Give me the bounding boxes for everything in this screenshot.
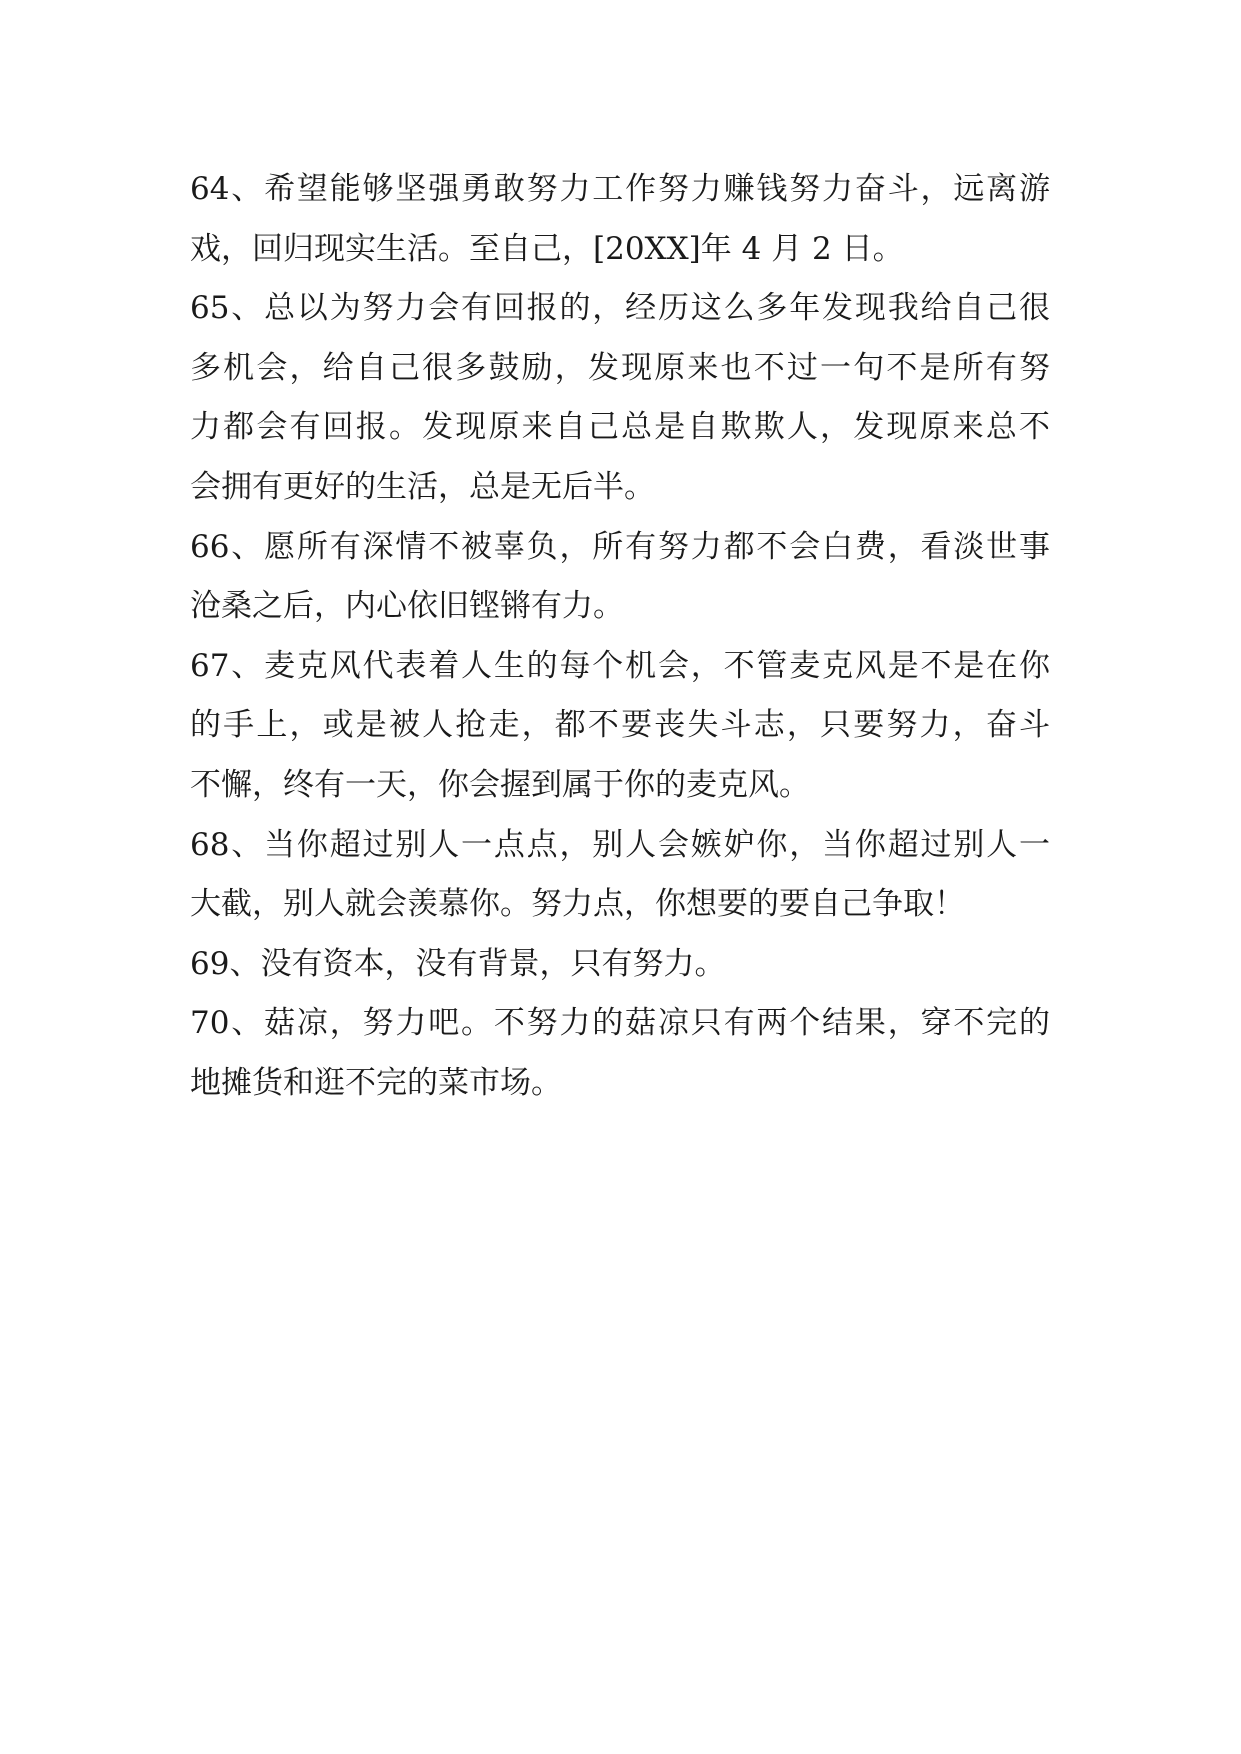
text-line: 戏，回归现实生活。至自己，[20XX]年 4 月 2 日。 — [190, 230, 904, 267]
text-line: 64、希望能够坚强勇敢努力工作努力赚钱努力奋斗，远离游 — [190, 171, 1050, 207]
text-line: 不懈，终有一天，你会握到属于你的麦克风。 — [190, 766, 810, 803]
text-line: 力都会有回报。发现原来自己总是自欺欺人，发现原来总不 — [190, 409, 1050, 446]
text-line: 沧桑之后，内心依旧铿锵有力。 — [190, 588, 624, 625]
text-line: 66、愿所有深情不被辜负，所有努力都不会白费，看淡世事 — [190, 528, 1050, 565]
text-line: 多机会，给自己很多鼓励，发现原来也不过一句不是所有努 — [190, 349, 1050, 386]
text-line: 会拥有更好的生活，总是无后半。 — [190, 468, 655, 505]
text-line: 大截，别人就会羡慕你。努力点，你想要的要自己争取！ — [190, 886, 965, 923]
text-line: 65、总以为努力会有回报的，经历这么多年发现我给自己很 — [190, 290, 1050, 327]
document-body — [190, 160, 1050, 1114]
text-line: 70、菇凉，努力吧。不努力的菇凉只有两个结果，穿不完的 — [190, 1005, 1050, 1042]
text-line: 67、麦克风代表着人生的每个机会，不管麦克风是不是在你 — [190, 647, 1050, 684]
text-line: 68、当你超过别人一点点，别人会嫉妒你，当你超过别人一 — [190, 826, 1050, 863]
text-line: 地摊货和逛不完的菜市场。 — [190, 1064, 562, 1101]
text-line: 69、没有资本，没有背景，只有努力。 — [190, 945, 726, 982]
text-line: 的手上，或是被人抢走，都不要丧失斗志，只要努力，奋斗 — [190, 707, 1050, 744]
